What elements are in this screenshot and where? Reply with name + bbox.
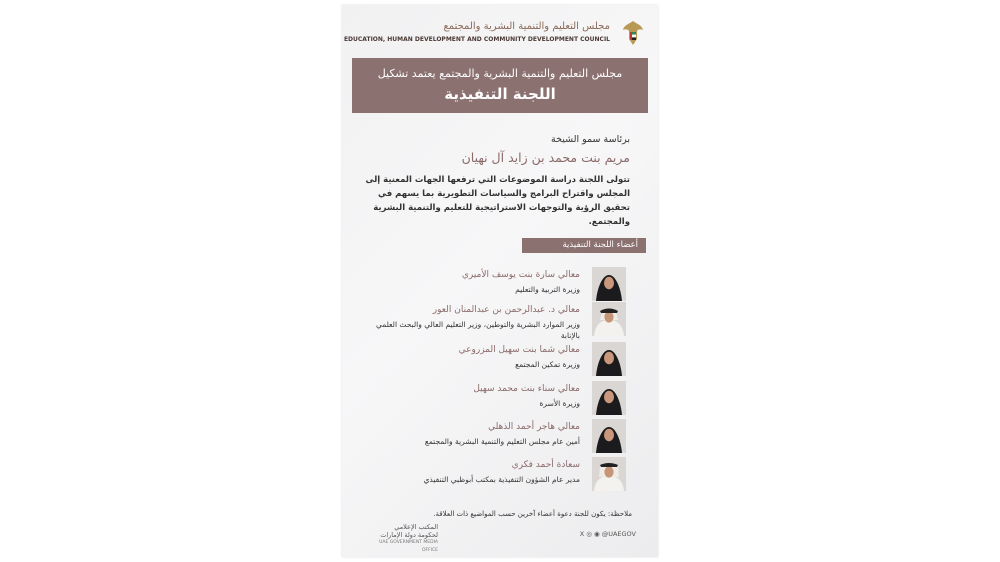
member-role: أمين عام مجلس التعليم والتنمية البشرية والمجتمع (424, 437, 580, 446)
member-photo-icon (592, 419, 626, 453)
member-name: معالي هاجر أحمد الذهلي (488, 422, 580, 432)
title-line-2: اللجنة التنفيذية (444, 85, 556, 103)
title-banner (352, 58, 648, 113)
media-office-ar-2: لحكومة دولة الإمارات (380, 531, 438, 539)
member-name: معالي سارة بنت يوسف الأميري (461, 270, 580, 280)
footer (342, 523, 658, 553)
member-photo-icon (592, 342, 626, 376)
uae-emblem-icon (620, 19, 646, 47)
social-handle: X ◎ ◉ @UAEGOV (579, 530, 636, 538)
member-name: سعادة أحمد فكري (511, 460, 580, 470)
council-name-ar: مجلس التعليم والتنمية البشرية والمجتمع (443, 21, 610, 32)
member-name: معالي د. عبدالرحمن بن عبدالمنان العور (432, 305, 580, 315)
member-photo-icon (592, 267, 626, 301)
member-role: وزيرة الأسرة (539, 399, 580, 408)
media-office-en: UAE GOVERNMENT MEDIA OFFICE (379, 540, 438, 553)
member-name: معالي شما بنت سهيل المزروعي (458, 345, 580, 355)
member-photo-icon (592, 457, 626, 491)
council-logo (343, 19, 646, 49)
chair-label: برئاسة سمو الشيخة (551, 134, 630, 145)
member-role: وزيرة تمكين المجتمع (515, 360, 580, 369)
member-photo-icon (592, 302, 626, 336)
media-office-ar-1: المكتب الإعلامي (394, 523, 438, 531)
title-line-1: مجلس التعليم والتنمية البشرية والمجتمع يعتمد تشكيل (377, 67, 623, 80)
member-photo-icon (592, 381, 626, 415)
council-name-en: EDUCATION, HUMAN DEVELOPMENT AND COMMUNITY DEVELOPMENT COUNCIL (343, 36, 610, 43)
chair-name: مريم بنت محمد بن زايد آل نهيان (461, 150, 630, 165)
committee-description: تتولى اللجنة دراسة الموضوعات التي ترفعها الجهات المعنية إلى المجلس واقتراح البرامج والسياسات التطويرية بما يسهم في تحقيق الرؤية والتوجهات الاستراتيجية للتعليم والتنمية البشرية والمجتمع. (365, 175, 630, 227)
member-role: وزير الموارد البشرية والتوطين، وزير التعليم العالي والبحث العلمي بالإنابة (375, 320, 580, 340)
member-name: معالي سناء بنت محمد سهيل (473, 384, 580, 394)
member-role: مدير عام الشؤون التنفيذية بمكتب أبوظبي التنفيذي (423, 475, 580, 484)
infographic-card (342, 5, 658, 557)
media-office-logo (368, 523, 438, 555)
member-role: وزيرة التربية والتعليم (515, 285, 580, 294)
footnote: ملاحظة: يكون للجنة دعوة أعضاء آخرين حسب المواضيع ذات العلاقة. (433, 510, 632, 518)
members-heading: أعضاء اللجنة التنفيذية (522, 238, 646, 253)
